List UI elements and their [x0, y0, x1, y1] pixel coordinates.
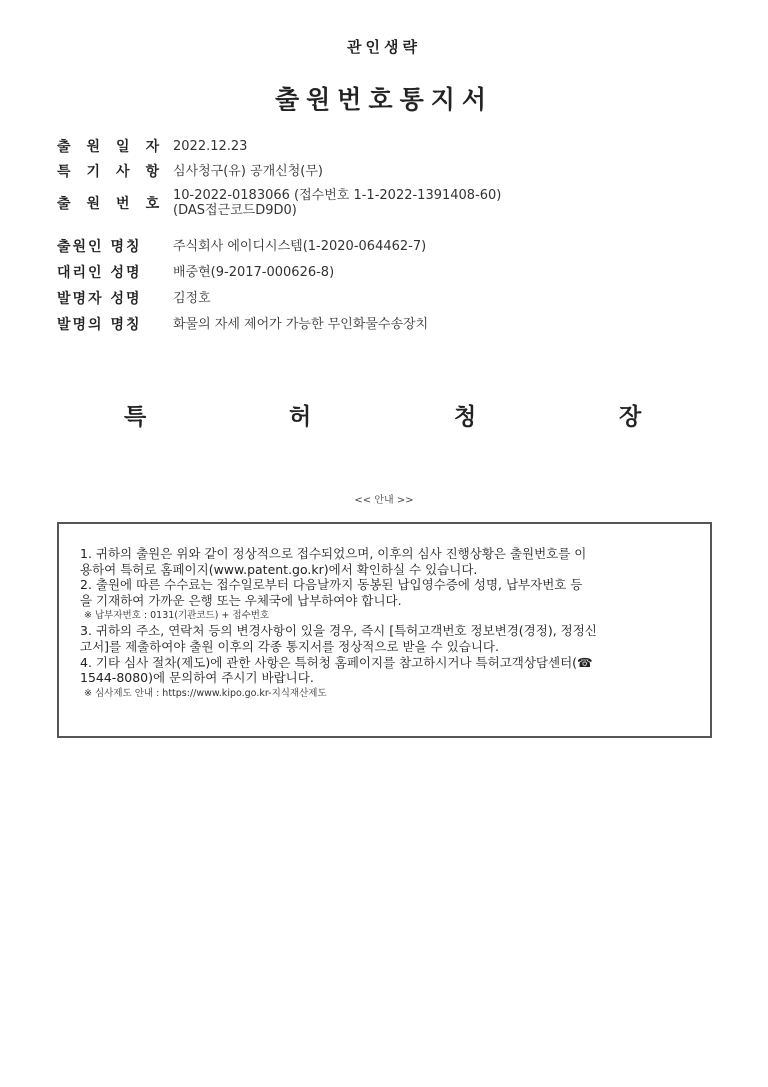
- inventor-name-label: 발명자 성명: [57, 291, 142, 307]
- special-notes-value-line: 심사청구(유) 공개신청(무): [173, 163, 323, 179]
- notice-line: 용하여 특허로 홈페이지(www.patent.go.kr)에서 확인하실 수 있습니다.: [80, 561, 478, 577]
- issuer-char-1: 특: [124, 404, 147, 430]
- special-notes-label: 특기사항: [57, 164, 176, 180]
- document-title: 출원번호통지서: [274, 85, 494, 114]
- applicant-name-value-line: 주식회사 에이디시스템(1-2020-064462-7): [173, 238, 427, 254]
- applicant-name-value: [173, 239, 426, 254]
- notice-line: 을 기재하여 가까운 은행 또는 우체국에 납부하여야 합니다.: [80, 592, 402, 608]
- inventor-name-value-line: 김정호: [173, 290, 211, 306]
- issuer-char-2: 허: [289, 404, 312, 430]
- notice-line: 3. 귀하의 주소, 연락처 등의 변경사항이 있을 경우, 즉시 [특허고객번호 정보변경(경정), 정정신: [80, 623, 597, 639]
- notice-line: 4. 기타 심사 절차(제도)에 관한 사항은 특허청 홈페이지를 참고하시거나 특허고객상담센터(☎: [80, 654, 593, 670]
- issuer-char-4: 장: [619, 404, 642, 430]
- field-row-application-number: [57, 188, 501, 218]
- notice-line: 2. 출원에 따른 수수료는 접수일로부터 다음날까지 동봉된 납입영수증에 성명, 납부자번호 등: [80, 577, 583, 593]
- invention-title-value: [173, 317, 428, 332]
- application-number-value-line: 10-2022-0183066 (접수번호 1-1-2022-1391408-60): [173, 188, 502, 203]
- stamp-omitted-label: 관인생략: [347, 38, 421, 56]
- application-number-value-line: (DAS접근코드D9D0): [173, 203, 297, 218]
- notice-note-line: ※ 납부자번호 : 0131(기관코드) + 접수번호: [84, 610, 270, 622]
- inventor-name-value: [173, 291, 211, 306]
- notice-body: [80, 546, 692, 701]
- applicant-name-label: 출원인 명칭: [57, 239, 142, 255]
- notice-line: 1544-8080)에 문의하여 주시기 바랍니다.: [80, 670, 314, 686]
- notice-line: 1. 귀하의 출원은 위와 같이 정상적으로 접수되었으며, 이후의 심사 진행상황은 출원번호를 이: [80, 546, 587, 561]
- filing-date-label: 출원일자: [57, 139, 176, 155]
- application-number-label: 출원번호: [57, 196, 176, 212]
- field-row-agent-name: [57, 262, 334, 282]
- issuer-signature-line: [0, 398, 768, 432]
- filing-date-value-line: 2022.12.23: [173, 138, 248, 154]
- agent-name-value: [173, 265, 334, 280]
- field-row-applicant-name: [57, 236, 426, 256]
- agent-name-label: 대리인 성명: [57, 265, 142, 281]
- invention-title-value-line: 화물의 자세 제어가 가능한 무인화물수송장치: [173, 316, 429, 332]
- field-row-special-notes: [57, 161, 323, 181]
- notice-line: 고서]를 제출하여야 출원 이후의 각종 통지서를 정상적으로 받을 수 있습니다.: [80, 638, 499, 654]
- issuer-char-3: 청: [454, 404, 477, 430]
- field-row-filing-date: [57, 136, 247, 156]
- agent-name-value-line: 배중현(9-2017-000626-8): [173, 264, 335, 280]
- field-row-invention-title: [57, 314, 428, 334]
- invention-title-label: 발명의 명칭: [57, 317, 142, 333]
- field-row-inventor-name: [57, 288, 211, 308]
- special-notes-value: [173, 164, 323, 179]
- application-number-value: [173, 188, 501, 218]
- notice-box: [57, 522, 712, 738]
- notice-note-line: ※ 심사제도 안내 : https://www.kipo.go.kr-지식재산제도: [84, 687, 327, 699]
- notice-heading: << 안내 >>: [354, 495, 414, 506]
- filing-date-value: [173, 139, 247, 154]
